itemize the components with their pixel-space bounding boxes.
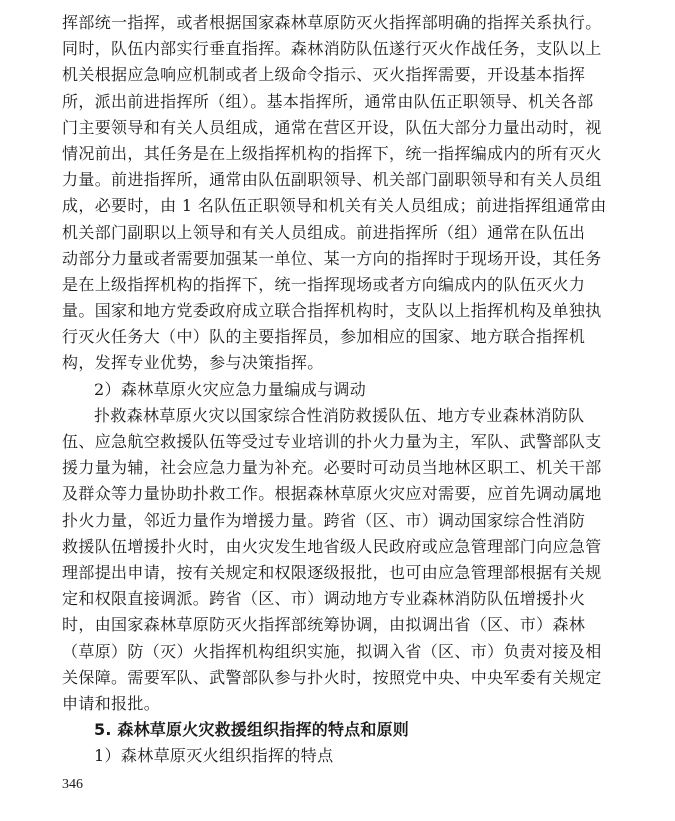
text-line: 援力量为辅，社会应急力量为补充。必要时可动员当地林区职工、机关干部 — [62, 458, 602, 478]
text-line: 机关部门副职以上领导和有关人员组成。前进指挥所（组）通常在队伍出 — [62, 222, 586, 242]
subheading-command-features: 1）森林草原灭火组织指挥的特点 — [94, 746, 334, 766]
text-line: （草原）防（灭）火指挥机构组织实施，拟调入省（区、市）负责对接及相 — [62, 641, 602, 661]
text-line: 门主要领导和有关人员组成，通常在营区开设，队伍大部分力量出动时，视 — [62, 117, 602, 137]
paragraph-force-deployment — [62, 403, 602, 717]
text-line: 动部分力量或者需要加强某一单位、某一方向的指挥时于现场开设，其任务 — [62, 248, 602, 268]
text-line: 机关根据应急响应机制或者上级命令指示、灭火指挥需要，开设基本指挥 — [62, 65, 586, 85]
text-line: 挥部统一指挥，或者根据国家森林草原防灭火指挥部明确的指挥关系执行。 — [62, 13, 602, 32]
subheading-force-composition: 2）森林草原火灾应急力量编成与调动 — [94, 379, 367, 399]
text-line: 救援队伍增援扑火时，由火灾发生地省级人民政府或应急管理部门向应急管 — [62, 536, 602, 556]
paragraph-command-structure — [62, 10, 607, 377]
text-line: 关保障。需要军队、武警部队参与扑火时，按照党中央、中央军委有关规定 — [62, 667, 602, 687]
text-line: 所，派出前进指挥所（组）。基本指挥所，通常由队伍正职领导、机关各部 — [62, 91, 594, 111]
text-line: 行灭火任务大（中）队的主要指挥员，参加相应的国家、地方联合指挥机 — [62, 327, 586, 347]
text-line: 及群众等力量协助扑救工作。根据森林草原火灾应对需要，应首先调动属地 — [62, 484, 602, 504]
text-line: 情况前出，其任务是在上级指挥机构的指挥下，统一指挥编成内的所有灭火 — [62, 143, 602, 163]
text-line: 申请和报批。 — [62, 693, 161, 713]
text-line: 成，必要时，由 1 名队伍正职领导和机关有关人员组成；前进指挥组通常由 — [62, 196, 607, 216]
text-line: 扑火力量，邻近力量作为增援力量。跨省（区、市）调动国家综合性消防 — [62, 510, 586, 530]
page-number: 346 — [62, 777, 83, 792]
text-line: 力量。前进指挥所，通常由队伍副职领导、机关部门副职领导和有关人员组 — [62, 170, 602, 190]
text-line: 同时，队伍内部实行垂直指挥。森林消防队伍遂行灭火作战任务，支队以上 — [62, 39, 602, 59]
text-line: 理部提出申请，按有关规定和权限逐级报批，也可由应急管理部根据有关规 — [62, 562, 602, 582]
text-line: 定和权限直接调派。跨省（区、市）调动地方专业森林消防队伍增援扑火 — [62, 589, 586, 609]
text-line: 时，由国家森林草原防灭火指挥部统筹协调，由拟调出省（区、市）森林 — [62, 615, 586, 635]
text-line: 是在上级指挥机构的指挥下，统一指挥现场或者方向编成内的队伍灭火力 — [62, 274, 586, 294]
text-line: 伍、应急航空救援队伍等受过专业培训的扑火力量为主，军队、武警部队支 — [62, 432, 602, 451]
section-heading: 5. 森林草原火灾救援组织指挥的特点和原则 — [94, 720, 409, 740]
text-line: 构，发挥专业优势，参与决策指挥。 — [62, 353, 324, 373]
text-line: 量。国家和地方党委政府成立联合指挥机构时，支队以上指挥机构及单独执 — [62, 301, 602, 321]
page-body — [62, 10, 607, 769]
text-line: 扑救森林草原火灾以国家综合性消防救援队伍、地方专业森林消防队 — [94, 405, 585, 425]
